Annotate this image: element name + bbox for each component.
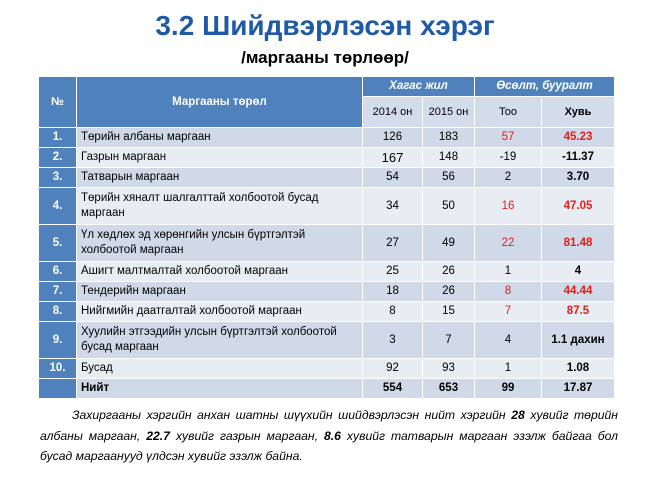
change-share: 47.05 <box>542 188 615 225</box>
change-count: 1 <box>475 359 542 379</box>
header-year-2015: 2015 он <box>423 97 475 128</box>
table-row <box>39 188 615 225</box>
value-2014: 18 <box>363 282 423 302</box>
value-2014: 27 <box>363 225 423 262</box>
change-share: 1.08 <box>542 359 615 379</box>
value-2015: 15 <box>423 302 475 322</box>
row-number: 8. <box>39 302 77 322</box>
note-text: хувийг төрийн албаны маргаан, <box>40 408 619 443</box>
change-share: 81.48 <box>542 225 615 262</box>
case-type: Төрийн хяналт шалгалттай холбоотой бусад маргаан <box>77 188 363 225</box>
row-number: 10. <box>39 359 77 379</box>
header-type: Маргааны төрөл <box>77 77 363 128</box>
case-type: Тендерийн маргаан <box>77 282 363 302</box>
change-count: 2 <box>475 168 542 188</box>
case-type: Хуулийн этгээдийн улсын бүртгэлтэй холбоотой бусад маргаан <box>77 322 363 359</box>
summary-note <box>40 405 618 467</box>
note-value: 28 <box>511 408 525 422</box>
value-2014: 34 <box>363 188 423 225</box>
value-2015: 7 <box>423 322 475 359</box>
change-share: 4 <box>542 262 615 282</box>
change-count: 4 <box>475 322 542 359</box>
change-share: 87.5 <box>542 302 615 322</box>
total-2015: 653 <box>423 379 475 399</box>
value-2015: 49 <box>423 225 475 262</box>
value-2015: 56 <box>423 168 475 188</box>
value-2015: 148 <box>423 148 475 168</box>
page-subtitle: /маргааны төрлөөр/ <box>241 48 409 67</box>
case-type: Бусад <box>77 359 363 379</box>
value-2015: 50 <box>423 188 475 225</box>
change-count: 7 <box>475 302 542 322</box>
value-2014: 3 <box>363 322 423 359</box>
value-2015: 26 <box>423 282 475 302</box>
header-count: Тоо <box>475 97 542 128</box>
table-row <box>39 322 615 359</box>
case-type: Төрийн албаны маргаан <box>77 128 363 148</box>
change-count: 16 <box>475 188 542 225</box>
table-row <box>39 282 615 302</box>
header-year-2014: 2014 он <box>363 97 423 128</box>
change-share: 3.70 <box>542 168 615 188</box>
table-row <box>39 225 615 262</box>
change-count: 1 <box>475 262 542 282</box>
table-row <box>39 128 615 148</box>
row-number: 2. <box>39 148 77 168</box>
value-2014: 8 <box>363 302 423 322</box>
table-row <box>39 168 615 188</box>
note-text: хувийг татварын маргаан эзэлж байгаа бол бусад маргаанууд үлдсэн хувийг эзэлж байна. <box>40 428 618 463</box>
total-row <box>39 379 615 399</box>
value-2015: 183 <box>423 128 475 148</box>
total-label: Нийт <box>77 379 363 399</box>
change-share: 45.23 <box>542 128 615 148</box>
row-number <box>39 379 77 399</box>
row-number: 7. <box>39 282 77 302</box>
table-row <box>39 302 615 322</box>
value-2014: 126 <box>363 128 423 148</box>
header-half-year: Хагас жил <box>363 77 475 97</box>
case-type: Татварын маргаан <box>77 168 363 188</box>
total-change-count: 99 <box>475 379 542 399</box>
table-body <box>39 128 615 399</box>
row-number: 5. <box>39 225 77 262</box>
value-2015: 93 <box>423 359 475 379</box>
note-text: хувийг газрын маргаан, <box>169 428 324 443</box>
table-row <box>39 148 615 168</box>
header-share: Хувь <box>542 97 615 128</box>
note-value: 8.6 <box>323 428 341 443</box>
row-number: 6. <box>39 262 77 282</box>
value-2014: 54 <box>363 168 423 188</box>
row-number: 1. <box>39 128 77 148</box>
header-num: № <box>39 77 77 128</box>
row-number: 9. <box>39 322 77 359</box>
total-2014: 554 <box>363 379 423 399</box>
note-value: 22.7 <box>146 428 170 443</box>
case-type: Нийгмийн даатгалтай холбоотой маргаан <box>77 302 363 322</box>
row-number: 4. <box>39 188 77 225</box>
case-type: Газрын маргаан <box>77 148 363 168</box>
change-share: -11.37 <box>542 148 615 168</box>
case-type: Ашигт малтмалтай холбоотой маргаан <box>77 262 363 282</box>
table-row <box>39 262 615 282</box>
case-type: Үл хөдлөх эд хөрөнгийн улсын бүртгэлтэй холбоотой маргаан <box>77 225 363 262</box>
value-2015: 26 <box>423 262 475 282</box>
change-share: 1.1 дахин <box>542 322 615 359</box>
total-change-share: 17.87 <box>542 379 615 399</box>
change-count: -19 <box>475 148 542 168</box>
change-count: 57 <box>475 128 542 148</box>
page-title: 3.2 Шийдвэрлэсэн хэрэг <box>155 10 495 41</box>
change-count: 8 <box>475 282 542 302</box>
note-text: Захиргааны хэргийн анхан шатны шүүхийн шийдвэрлэсэн нийт хэргийн <box>72 408 512 422</box>
table-row <box>39 359 615 379</box>
change-share: 44.44 <box>542 282 615 302</box>
value-2014: 167 <box>363 148 423 168</box>
value-2014: 92 <box>363 359 423 379</box>
row-number: 3. <box>39 168 77 188</box>
value-2014: 25 <box>363 262 423 282</box>
cases-table <box>38 76 615 399</box>
change-count: 22 <box>475 225 542 262</box>
header-change: Өсөлт, бууралт <box>475 77 615 97</box>
